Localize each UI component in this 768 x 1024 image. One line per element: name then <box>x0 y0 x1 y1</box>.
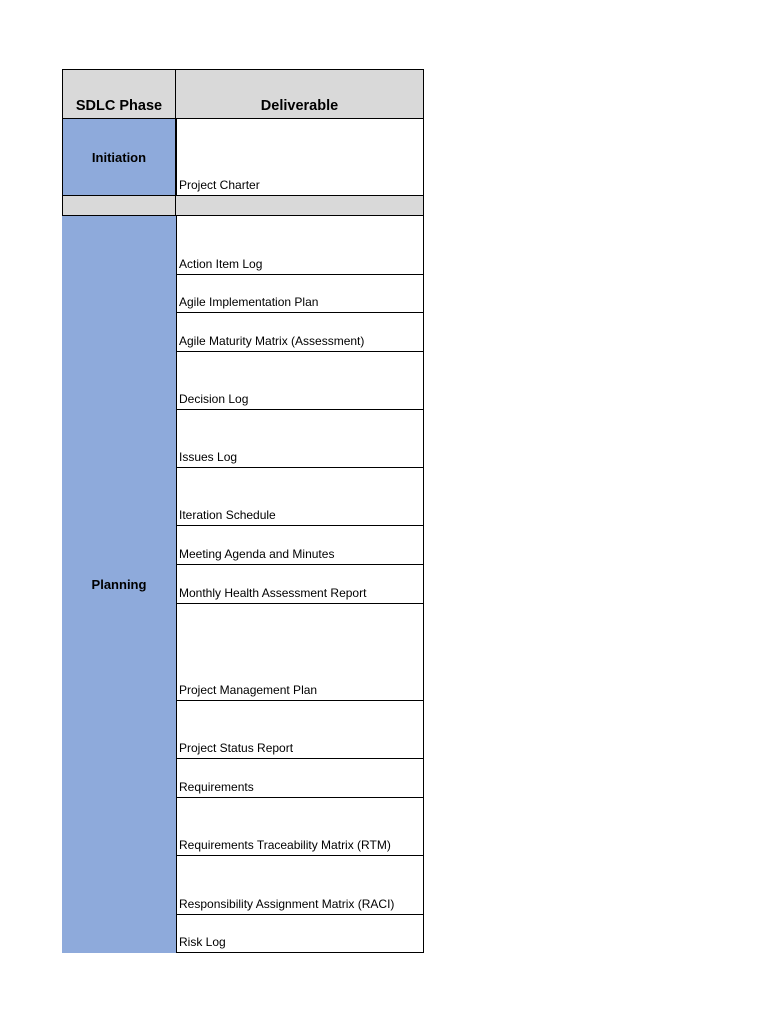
deliverable-cell: Project Status Report <box>176 701 424 759</box>
deliverable-cell: Responsibility Assignment Matrix (RACI) <box>176 856 424 915</box>
deliverable-cell: Agile Implementation Plan <box>176 275 424 313</box>
deliverable-cell: Issues Log <box>176 410 424 468</box>
deliverable-cell: Iteration Schedule <box>176 468 424 526</box>
deliverable-cell: Risk Log <box>176 915 424 953</box>
deliverable-cell: Requirements Traceability Matrix (RTM) <box>176 798 424 856</box>
header-deliverable: Deliverable <box>176 69 424 119</box>
deliverable-cell: Requirements <box>176 759 424 798</box>
table-header-row <box>62 69 424 119</box>
header-sdlc-phase: SDLC Phase <box>62 69 176 119</box>
deliverable-cell: Project Management Plan <box>176 604 424 701</box>
deliverable-cell: Meeting Agenda and Minutes <box>176 526 424 565</box>
deliverable-cell: Project Charter <box>176 119 424 196</box>
phase-cell-initiation: Initiation <box>62 119 176 196</box>
deliverable-cell: Agile Maturity Matrix (Assessment) <box>176 313 424 352</box>
deliverable-cell: Decision Log <box>176 352 424 410</box>
deliverable-cell: Action Item Log <box>176 216 424 275</box>
deliverable-cell: Monthly Health Assessment Report <box>176 565 424 604</box>
spacer-row-deliverable <box>176 196 424 216</box>
phase-cell-planning: Planning <box>62 216 176 953</box>
spacer-row-phase <box>62 196 176 216</box>
